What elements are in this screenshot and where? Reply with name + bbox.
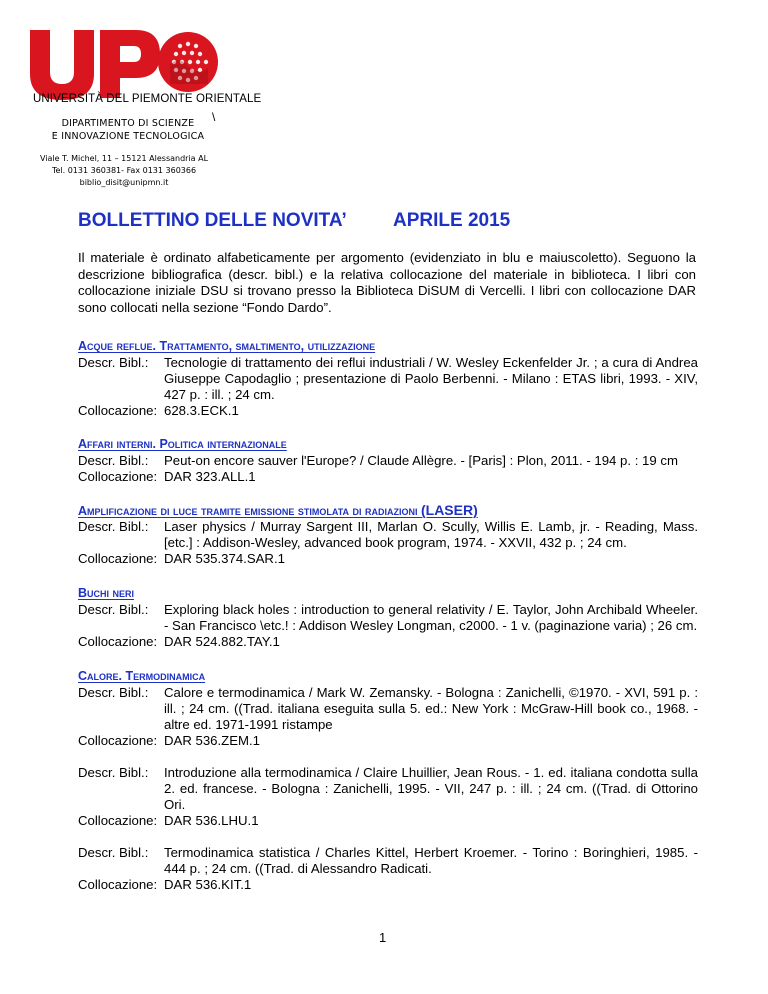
section-buchi-neri — [78, 584, 698, 650]
address-block — [36, 153, 212, 189]
coll-label: Collocazione: — [78, 634, 158, 649]
descr-value: Peut-on encore sauver l'Europe? / Claude Allègre. - [Paris] : Plon, 2011. - 194 p. : 19 cm — [164, 453, 678, 468]
descr-label: Descr. Bibl.: — [78, 685, 149, 700]
bulletin-title: BOLLETTINO DELLE NOVITA’ — [78, 210, 347, 231]
section-heading: Buchi neri — [78, 586, 135, 600]
coll-label: Collocazione: — [78, 469, 158, 484]
coll-value: DAR 323.ALL.1 — [164, 469, 256, 484]
section-heading: Acque reflue. Trattamento, smaltimento, utilizzazione — [78, 339, 376, 353]
section-heading-main: Amplificazione di luce tramite emissione stimolata di radiazioni — [78, 504, 418, 518]
descr-row — [78, 765, 698, 813]
coll-value: DAR 536.LHU.1 — [164, 813, 259, 828]
descr-value: Introduzione alla termodinamica / Claire Lhuillier, Jean Rous. - 1. ed. italiana condotta sulla 2. ed. francese. - Bologna : Zanichelli, 1995. - VII, 247 p. : ill. ; 24 cm. ((Trad. di Ottorino Ori. — [164, 765, 698, 812]
intro-paragraph: Il materiale è ordinato alfabeticamente per argomento (evidenziato in blu e maiuscoletto). Seguono la descrizione bibliografica (descr. bibl.) e la relativa collocazione del materiale in biblioteca. I libri con collocazione iniziale DSU si trovano presso la Biblioteca DiSUM di Vercelli. I libri con collocazione DAR sono collocati nella sezione “Fondo Dardo”. — [78, 250, 696, 315]
descr-label: Descr. Bibl.: — [78, 355, 149, 370]
descr-row — [78, 685, 698, 733]
section-calore — [78, 667, 698, 893]
page-number: 1 — [379, 930, 387, 945]
section-acque-reflue — [78, 337, 698, 419]
coll-row — [78, 469, 698, 485]
address-line-1: Viale T. Michel, 11 – 15121 Alessandria AL — [39, 154, 209, 163]
coll-row — [78, 634, 698, 650]
descr-row — [78, 602, 698, 634]
coll-row — [78, 733, 698, 749]
entry-spacer — [78, 829, 698, 845]
department-line-1: DIPARTIMENTO DI SCIENZE — [61, 118, 195, 129]
address-line-2: Tel. 0131 360381- Fax 0131 360366 — [51, 166, 197, 175]
section-laser — [78, 501, 698, 567]
descr-label: Descr. Bibl.: — [78, 845, 149, 860]
coll-label: Collocazione: — [78, 403, 158, 418]
coll-label: Collocazione: — [78, 733, 158, 748]
coll-value: DAR 524.882.TAY.1 — [164, 634, 280, 649]
entry-spacer — [78, 749, 698, 765]
descr-value: Tecnologie di trattamento dei reflui industriali / W. Wesley Eckenfelder Jr. ; a cura di Andrea Giuseppe Capodaglio ; presentazione di Paolo Berbenni. - Milano : ETAS libri, 1993. - XIV, 427 p. : ill. ; 24 cm. — [164, 355, 698, 402]
coll-label: Collocazione: — [78, 813, 158, 828]
department-name — [48, 117, 208, 143]
descr-row — [78, 453, 698, 469]
section-affari-interni — [78, 435, 698, 485]
coll-row — [78, 551, 698, 567]
department-line-2: E INNOVAZIONE TECNOLOGICA — [51, 131, 205, 142]
descr-row — [78, 355, 698, 403]
descr-label: Descr. Bibl.: — [78, 453, 149, 468]
descr-label: Descr. Bibl.: — [78, 519, 149, 534]
coll-value: 628.3.ECK.1 — [164, 403, 239, 418]
descr-label: Descr. Bibl.: — [78, 602, 149, 617]
stray-backslash: \ — [212, 110, 216, 124]
section-heading — [78, 501, 698, 519]
section-heading-tail: (LASER) — [420, 502, 478, 518]
coll-value: DAR 536.ZEM.1 — [164, 733, 261, 748]
descr-value: Laser physics / Murray Sargent III, Marlan O. Scully, Willis E. Lamb, jr. - Reading, Mass. [etc.] : Addison-Wesley, advanced book program, 1974. - XXVII, 432 p. ; 24 cm. — [164, 519, 698, 550]
descr-value: Termodinamica statistica / Charles Kittel, Herbert Kroemer. - Torino : Boringhieri, 1985. - 444 p. ; 24 cm. ((Trad. di Alessandro Radicati. — [164, 845, 698, 876]
coll-label: Collocazione: — [78, 877, 158, 892]
descr-row — [78, 519, 698, 551]
descr-value: Calore e termodinamica / Mark W. Zemansky. - Bologna : Zanichelli, ©1970. - XVI, 591 p. : ill. ; 24 cm. ((Trad. italiana eseguita sulla 5. ed.: New York : McGraw-Hill book co., 1968. - altre ed. 1971-1991 ristampe — [164, 685, 698, 732]
descr-row — [78, 845, 698, 877]
coll-row — [78, 813, 698, 829]
section-heading: Affari interni. Politica internazionale — [78, 437, 287, 451]
university-name: UNIVERSITÀ DEL PIEMONTE ORIENTALE — [33, 93, 262, 105]
coll-row — [78, 403, 698, 419]
upo-logo — [30, 24, 220, 104]
section-heading: Calore. Termodinamica — [78, 669, 206, 683]
bulletin-month: APRILE 2015 — [393, 210, 511, 231]
coll-value: DAR 535.374.SAR.1 — [164, 551, 285, 566]
email-address: biblio_disit@unipmn.it — [79, 178, 169, 187]
descr-value: Exploring black holes : introduction to general relativity / E. Taylor, John Archibald Wheeler. - San Francisco \etc.! : Addison Wesley Longman, c2000. - 1 v. (paginazione varia) ; 26 cm. — [164, 602, 698, 633]
coll-row — [78, 877, 698, 893]
descr-label: Descr. Bibl.: — [78, 765, 149, 780]
coll-value: DAR 536.KIT.1 — [164, 877, 252, 892]
page-title — [78, 210, 511, 232]
coll-label: Collocazione: — [78, 551, 158, 566]
